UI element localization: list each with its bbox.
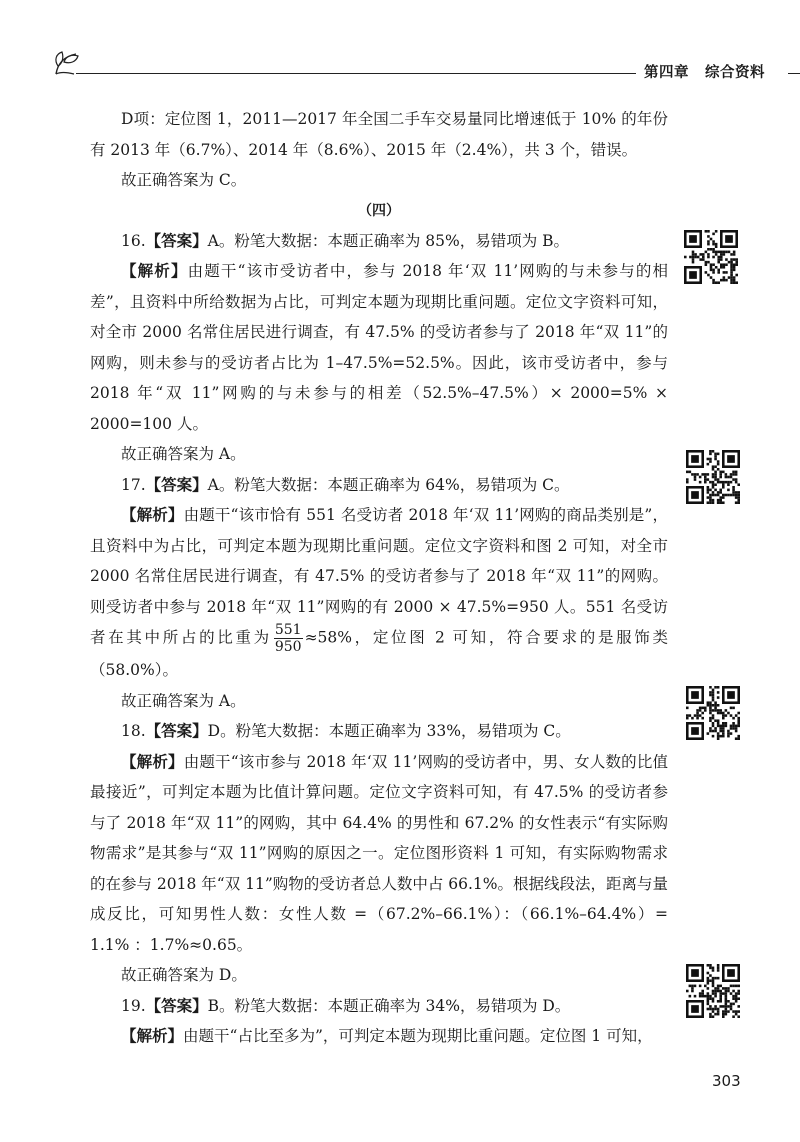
q17-answer-tag: 【答案】 (145, 474, 208, 494)
q17-fraction (274, 622, 303, 655)
q17-analysis-text-b: ≈58%，定位图 2 可知，符合要求的是服饰类（58.0%）。 (90, 628, 668, 679)
q16-conclusion: 故正确答案为 A。 (121, 445, 246, 463)
q19-analysis-text: 由题干“占比至多为”，可判定本题为现期比重问题。定位图 1 可知， (183, 1027, 653, 1045)
page-header (52, 48, 792, 84)
page-body (90, 104, 668, 1052)
chapter-title (644, 61, 765, 82)
qr-code-icon[interactable] (686, 964, 740, 1018)
q16-answer-tag: 【答案】 (145, 230, 208, 250)
q17-number: 17. (121, 475, 146, 494)
q16-analysis-tag: 【解析】 (121, 261, 188, 280)
q18-answer-text: D。粉笔大数据：本题正确率为 33%，易错项为 C。 (207, 722, 571, 740)
q18-analysis-text: 由题干“该市参与 2018 年‘双 11’网购的受访者中，男、女人数的比值最接近”，可判定本题为比值计算问题。定位文字资料可知，有 47.5% 的受访者参与了 2018 年“双 11”的网购，其中 64.4% 的男性和 67.2% 的女性表示“有实际购物需求”是其参与“双 11”网购的原因之一。定位图形资料 1 可知，有实际购物需求的在参与 2018 年“双 11”购物的受访者总人数中占 66.1%。根据线段法，距离与量成反比，可知男性人数：女性人数 =（67.2%–66.1%）：（66.1%–64.4%）= 1.1% ：1.7%≈0.65。 (90, 752, 668, 954)
q19-answer (90, 991, 668, 1022)
q19-analysis (90, 1021, 668, 1052)
chapter-number: 第四章 (644, 65, 689, 81)
q18-answer (90, 716, 668, 747)
page-number: 303 (712, 1072, 741, 1090)
q17-answer (90, 470, 668, 501)
q17-analysis-tag: 【解析】 (121, 505, 184, 524)
q16-analysis (90, 256, 668, 439)
q16-answer-text: A。粉笔大数据：本题正确率为 85%，易错项为 B。 (207, 231, 570, 250)
q18-number: 18. (121, 722, 146, 740)
q17-analysis-text-a: 由题干“该市恰有 551 名受访者 2018 年‘双 11’网购的商品类别是”，且资料中为占比，可判定本题为现期比重问题。定位文字资料和图 2 可知，对全市 2000 名常住居民进行调查，有 47.5% 的受访者参与了 2018 年“双 11”的网购。则受访者中参与 2018 年“双 11”网购的有 2000 × 47.5%=950 人。551 名受访者在其中所占的比重为 (90, 506, 668, 647)
q18-analysis (90, 747, 668, 961)
header-rule-right (788, 73, 800, 74)
q17-fraction-numerator: 551 (274, 622, 302, 638)
q17-analysis (90, 500, 668, 686)
q17-fraction-denominator: 950 (274, 639, 302, 655)
q16-analysis-text: 由题干“该市受访者中，参与 2018 年‘双 11’网购的与未参与的相差”，且资料中所给数据为占比，可判定本题为现期比重问题。定位文字资料可知，对全市 2000 名常住居民进行调查，有 47.5% 的受访者参与了 2018 年“双 11”的网购，则未参与的受访者占比为 1–47.5%=52.5%。因此，该市受访者中，参与 2018 年“双 11”网购的与未参与的相差（52.5%–47.5%）× 2000=5% × 2000=100 人。 (90, 262, 668, 433)
q17-answer-text: A。粉笔大数据：本题正确率为 64%，易错项为 C。 (207, 475, 570, 494)
conclusion-c: 故正确答案为 C。 (121, 171, 247, 189)
q19-answer-text: B。粉笔大数据：本题正确率为 34%，易错项为 D。 (207, 996, 571, 1015)
d-option-paragraph: D项：定位图 1，2011—2017 年全国二手车交易量同比增速低于 10% 的年份有 2013 年（6.7%）、2014 年（8.6%）、2015 年（2.4%），共 3 个，错误。 (90, 110, 668, 159)
q18-answer-tag: 【答案】 (145, 721, 208, 740)
q16-answer (90, 226, 668, 257)
q19-analysis-tag: 【解析】 (121, 1026, 184, 1045)
q18-analysis-tag: 【解析】 (121, 751, 184, 771)
qr-code-icon[interactable] (684, 230, 738, 284)
qr-code-icon[interactable] (686, 450, 740, 504)
q17-conclusion: 故正确答案为 A。 (121, 691, 246, 710)
qr-code-icon[interactable] (686, 686, 740, 740)
q16-number: 16. (121, 231, 146, 250)
header-rule-left (76, 73, 636, 74)
chapter-section: 综合资料 (705, 65, 765, 81)
section-four-heading: （四） (358, 202, 400, 219)
q19-number: 19. (121, 996, 146, 1015)
leaf-logo-icon (52, 48, 82, 82)
q18-conclusion: 故正确答案为 D。 (121, 966, 247, 984)
q19-answer-tag: 【答案】 (145, 995, 208, 1015)
